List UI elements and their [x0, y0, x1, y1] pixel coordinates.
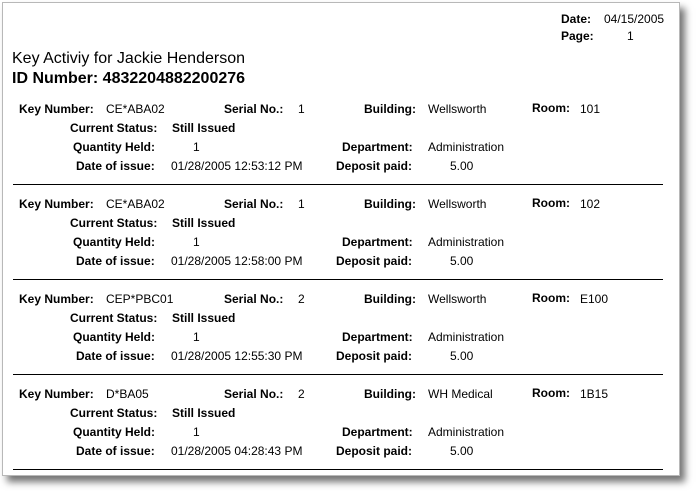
- report-title: Key Activiy for Jackie Henderson: [12, 50, 245, 67]
- deposit-paid-label: Deposit paid:: [336, 254, 413, 268]
- record-divider: [13, 374, 663, 375]
- room-value: 101: [580, 102, 601, 116]
- department-label: Department:: [342, 330, 413, 344]
- date-of-issue-value: 01/28/2005 12:53:12 PM: [171, 159, 303, 173]
- key-number-value: D*BA05: [106, 387, 149, 401]
- key-number-label: Key Number:: [19, 292, 94, 306]
- room-label: Room:: [532, 101, 570, 115]
- serial-no-label: Serial No.:: [224, 292, 284, 306]
- quantity-held-label: Quantity Held:: [73, 140, 156, 154]
- serial-no-value: 1: [298, 102, 305, 116]
- id-number: ID Number: 4832204882200276: [12, 70, 246, 87]
- date-of-issue-value: 01/28/2005 04:28:43 PM: [171, 444, 303, 458]
- key-number-value: CE*ABA02: [106, 197, 165, 211]
- building-label: Building:: [364, 102, 416, 116]
- department-value: Administration: [428, 140, 505, 154]
- building-label: Building:: [364, 387, 416, 401]
- key-record: [3, 292, 679, 387]
- building-value: Wellsworth: [428, 102, 487, 116]
- deposit-paid-value: 5.00: [450, 254, 474, 268]
- serial-no-label: Serial No.:: [224, 102, 284, 116]
- report-date: 04/15/2005: [604, 12, 665, 26]
- current-status-value: Still Issued: [172, 311, 236, 325]
- deposit-paid-value: 5.00: [450, 444, 474, 458]
- deposit-paid-label: Deposit paid:: [336, 349, 413, 363]
- key-record: [3, 102, 679, 197]
- room-value: 102: [580, 197, 601, 211]
- deposit-paid-value: 5.00: [450, 349, 474, 363]
- room-label: Room:: [532, 291, 570, 305]
- key-number-label: Key Number:: [19, 102, 94, 116]
- quantity-held-value: 1: [193, 330, 200, 344]
- date-of-issue-label: Date of issue:: [76, 444, 155, 458]
- date-label: Date:: [561, 12, 592, 26]
- date-of-issue-value: 01/28/2005 12:58:00 PM: [171, 254, 303, 268]
- serial-no-value: 1: [298, 197, 305, 211]
- date-of-issue-label: Date of issue:: [76, 159, 155, 173]
- page-number: 1: [627, 29, 634, 43]
- quantity-held-value: 1: [193, 425, 200, 439]
- department-value: Administration: [428, 425, 505, 439]
- date-of-issue-label: Date of issue:: [76, 254, 155, 268]
- record-divider: [13, 279, 663, 280]
- serial-no-label: Serial No.:: [224, 197, 284, 211]
- serial-no-label: Serial No.:: [224, 387, 284, 401]
- key-record: [3, 387, 679, 482]
- building-value: Wellsworth: [428, 197, 487, 211]
- serial-no-value: 2: [298, 387, 305, 401]
- department-value: Administration: [428, 235, 505, 249]
- quantity-held-value: 1: [193, 140, 200, 154]
- department-label: Department:: [342, 235, 413, 249]
- key-number-value: CEP*PBC01: [106, 292, 174, 306]
- date-of-issue-label: Date of issue:: [76, 349, 155, 363]
- department-label: Department:: [342, 140, 413, 154]
- key-record: [3, 197, 679, 292]
- deposit-paid-label: Deposit paid:: [336, 159, 413, 173]
- current-status-value: Still Issued: [172, 216, 236, 230]
- building-value: WH Medical: [428, 387, 493, 401]
- record-divider: [13, 184, 663, 185]
- serial-no-value: 2: [298, 292, 305, 306]
- key-number-value: CE*ABA02: [106, 102, 165, 116]
- current-status-label: Current Status:: [70, 216, 158, 230]
- room-label: Room:: [532, 386, 570, 400]
- key-number-label: Key Number:: [19, 197, 94, 211]
- current-status-value: Still Issued: [172, 121, 236, 135]
- building-label: Building:: [364, 292, 416, 306]
- department-value: Administration: [428, 330, 505, 344]
- current-status-value: Still Issued: [172, 406, 236, 420]
- current-status-label: Current Status:: [70, 406, 158, 420]
- department-label: Department:: [342, 425, 413, 439]
- building-label: Building:: [364, 197, 416, 211]
- room-label: Room:: [532, 196, 570, 210]
- record-divider: [13, 469, 663, 470]
- quantity-held-value: 1: [193, 235, 200, 249]
- room-value: 1B15: [580, 387, 609, 401]
- current-status-label: Current Status:: [70, 311, 158, 325]
- quantity-held-label: Quantity Held:: [73, 425, 156, 439]
- building-value: Wellsworth: [428, 292, 487, 306]
- deposit-paid-value: 5.00: [450, 159, 474, 173]
- room-value: E100: [580, 292, 609, 306]
- quantity-held-label: Quantity Held:: [73, 235, 156, 249]
- date-of-issue-value: 01/28/2005 12:55:30 PM: [171, 349, 303, 363]
- current-status-label: Current Status:: [70, 121, 158, 135]
- key-number-label: Key Number:: [19, 387, 94, 401]
- report-page: [2, 2, 680, 476]
- deposit-paid-label: Deposit paid:: [336, 444, 413, 458]
- page-label: Page:: [561, 29, 594, 43]
- quantity-held-label: Quantity Held:: [73, 330, 156, 344]
